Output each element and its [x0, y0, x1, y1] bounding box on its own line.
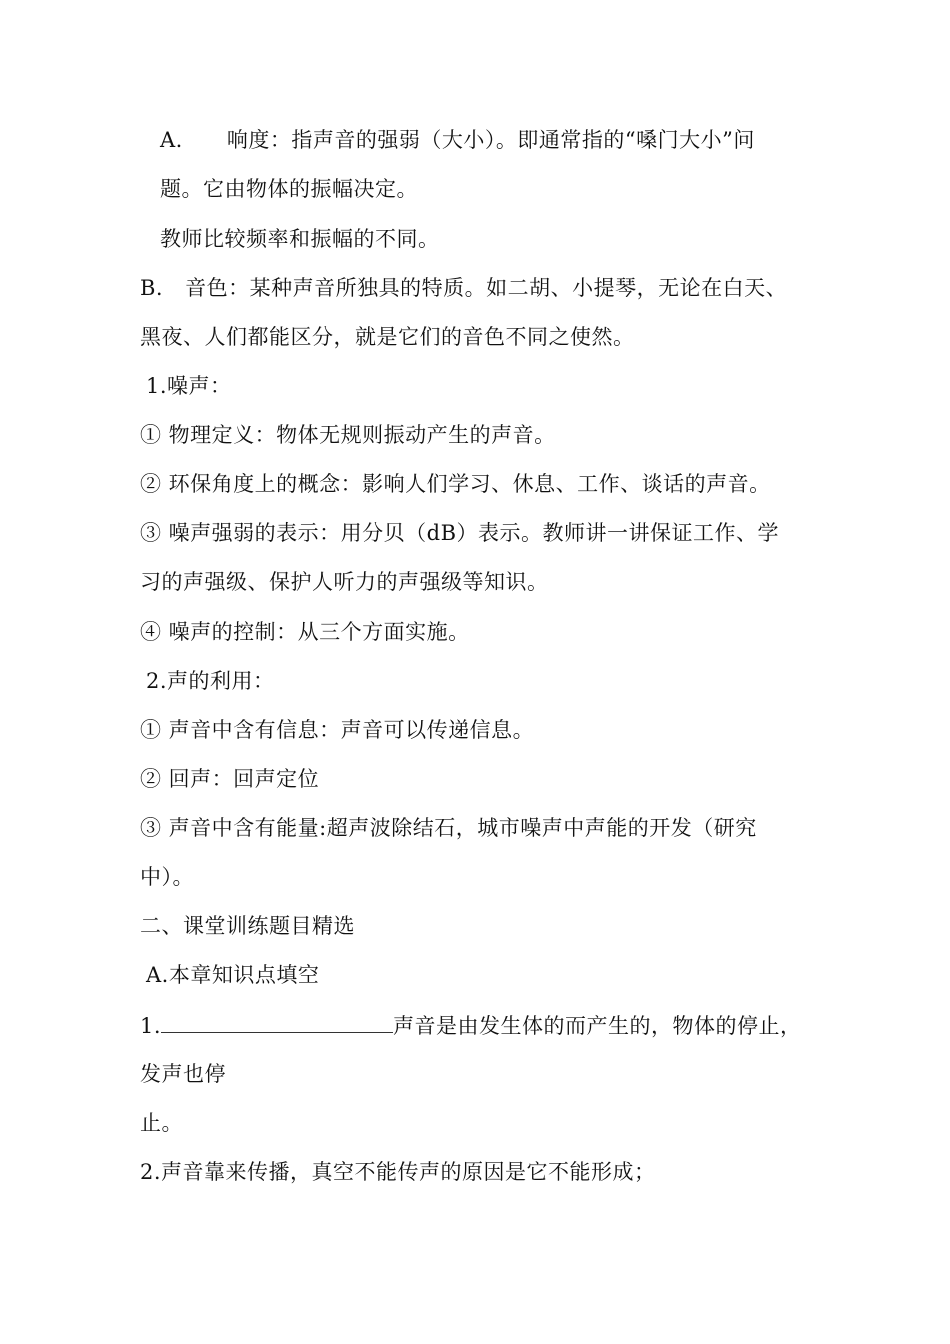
noise-item-1: ① 物理定义：物体无规则振动产生的声音。	[140, 423, 556, 447]
question-2: 2.声音靠来传播，真空不能传声的原因是它不能形成；	[140, 1160, 656, 1184]
timbre-continuation: 黑夜、人们都能区分，就是它们的音色不同之使然。	[140, 325, 635, 349]
question-1-end: 止。	[140, 1111, 183, 1135]
loudness-continuation: 题。它由物体的振幅决定。	[160, 177, 418, 201]
item-label-a: A.	[160, 128, 183, 152]
question-1-number: 1.	[140, 1014, 162, 1038]
noise-item-2: ② 环保角度上的概念：影响人们学习、休息、工作、谈话的声音。	[140, 472, 771, 496]
part-a-heading: A.本章知识点填空	[146, 963, 320, 987]
item-label-b: B.	[140, 276, 164, 300]
question-1-continuation: 发声也停	[140, 1062, 226, 1086]
noise-item-4: ④ 噪声的控制：从三个方面实施。	[140, 620, 470, 644]
noise-item-3-continuation: 习的声强级、保护人听力的声强级等知识。	[140, 570, 549, 594]
timbre-text: 音色：某种声音所独具的特质。如二胡、小提琴，无论在白天、	[185, 276, 788, 300]
sound-use-item-3-continuation: 中）。	[140, 865, 194, 889]
teacher-compare-note: 教师比较频率和振幅的不同。	[160, 227, 440, 251]
question-1-text: 声音是由发生体的而产生的，物体的停止，	[393, 1014, 802, 1038]
noise-heading: 1.噪声：	[146, 374, 232, 398]
noise-item-3: ③ 噪声强弱的表示：用分贝（dB）表示。教师讲一讲保证工作、学	[140, 521, 780, 545]
sound-use-item-1: ① 声音中含有信息：声音可以传递信息。	[140, 718, 535, 742]
section-heading-2: 二、课堂训练题目精选	[140, 914, 355, 938]
sound-use-heading: 2.声的利用：	[146, 669, 275, 693]
sound-use-item-3: ③ 声音中含有能量:超声波除结石，城市噪声中声能的开发（研究	[140, 816, 757, 840]
answer-blank	[161, 1010, 393, 1033]
loudness-text: 响度：指声音的强弱（大小）。即通常指的“嗓门大小”问	[226, 128, 755, 152]
question-1	[140, 1010, 802, 1041]
timbre-line	[140, 273, 787, 303]
loudness-line	[160, 125, 755, 155]
sound-use-item-2: ② 回声：回声定位	[140, 767, 320, 791]
